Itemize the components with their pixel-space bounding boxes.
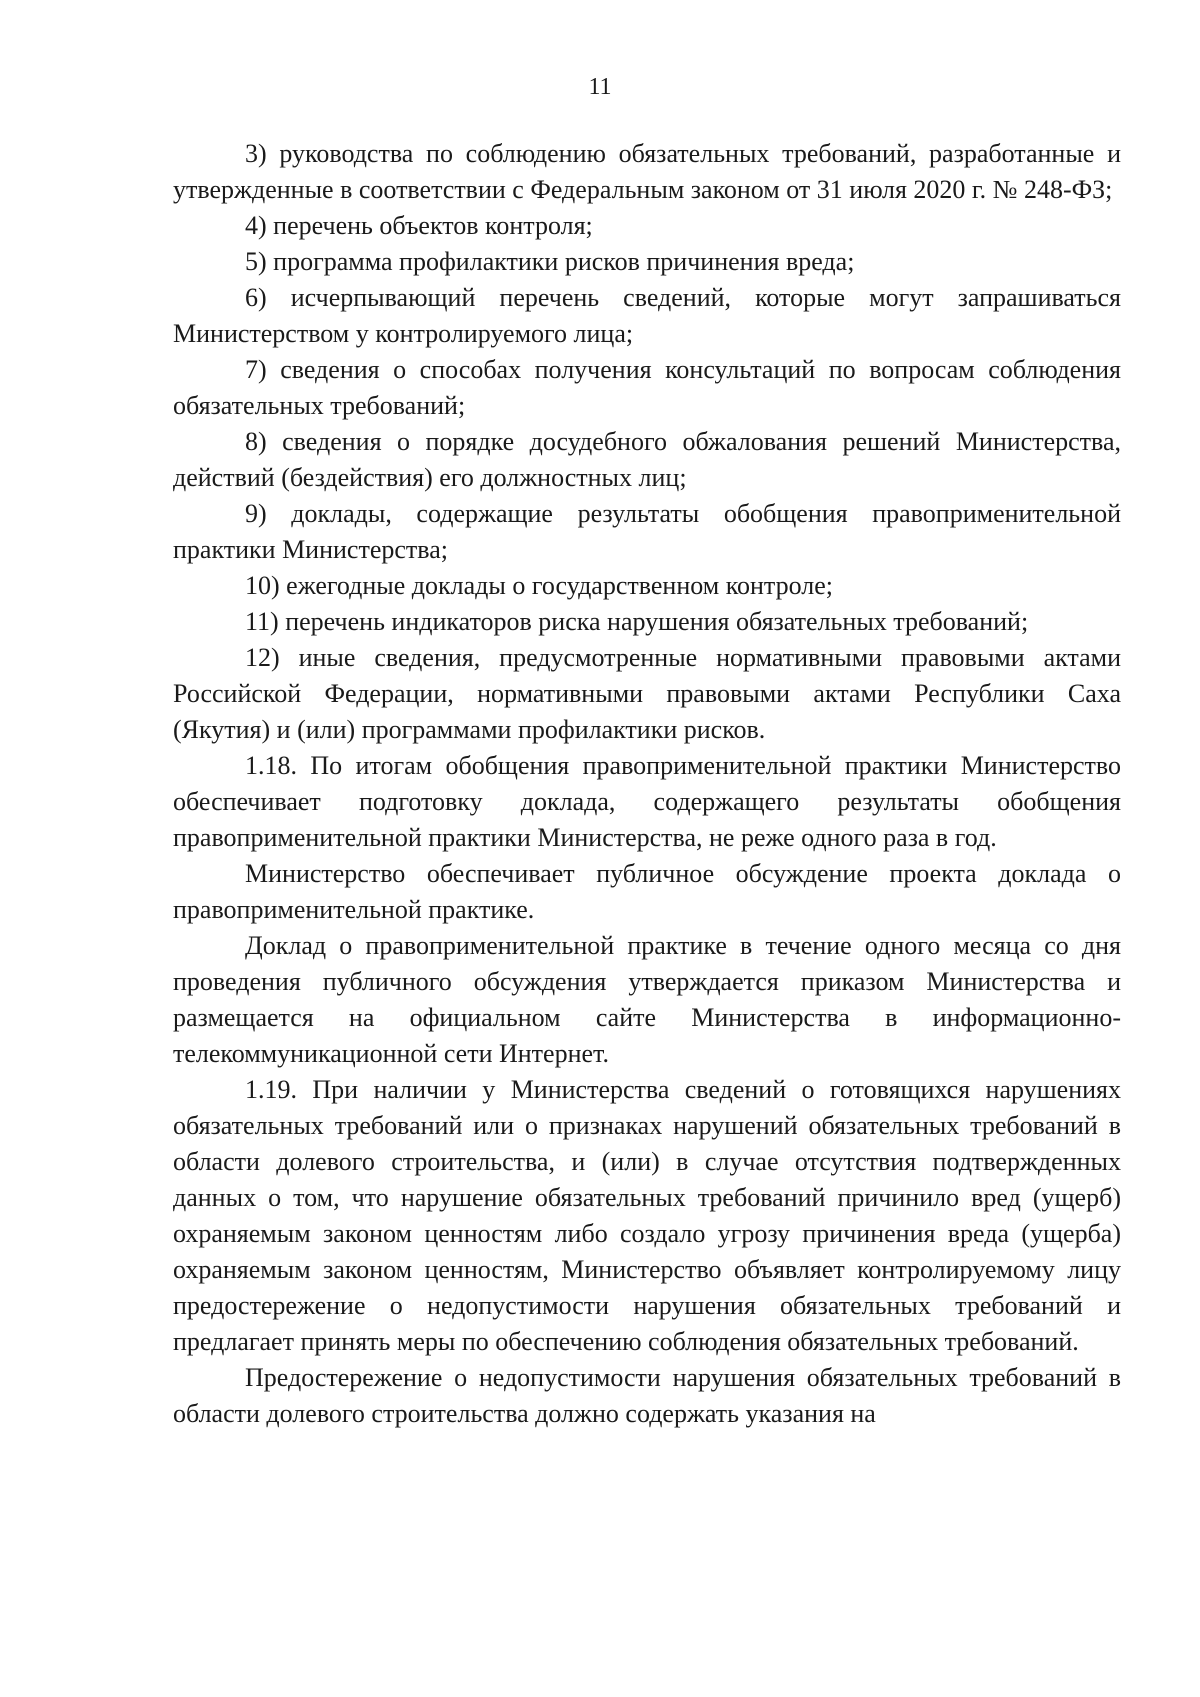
document-body [173,136,1121,1432]
paragraph-item-9-reports: 9) доклады, содержащие результаты обобщения правоприменительной практики Министерства; [173,499,1121,564]
paragraph-item-4-objects-list: 4) перечень объектов контроля; [245,211,593,240]
paragraph-public-discussion: Министерство обеспечивает публичное обсуждение проекта доклада о правоприменительной практике. [173,859,1121,924]
paragraph-item-6-information-list: 6) исчерпывающий перечень сведений, которые могут запрашиваться Министерством у контролируемого лица; [173,283,1121,348]
paragraph-item-10-annual-reports: 10) ежегодные доклады о государственном контроле; [245,571,833,600]
paragraph-report-approval: Доклад о правоприменительной практике в течение одного месяца со дня проведения публичного обсуждения утверждается приказом Министерства и размещается на официальном сайте Министерства в информационно-телекоммуникационной сети Интернет. [173,931,1121,1068]
paragraph-section-1-18: 1.18. По итогам обобщения правоприменительной практики Министерство обеспечивает подготовку доклада, содержащего результаты обобщения правоприменительной практики Министерства, не реже одного раза в год. [173,751,1121,852]
page-number: 11 [588,74,612,100]
paragraph-warning-content: Предостережение о недопустимости нарушения обязательных требований в области долевого строительства должно содержать указания на [173,1363,1121,1428]
paragraph-item-5-prevention-program: 5) программа профилактики рисков причинения вреда; [245,247,855,276]
paragraph-item-12-other-information: 12) иные сведения, предусмотренные нормативными правовыми актами Российской Федерации, нормативными правовыми актами Республики Саха (Якутия) и (или) программами профилактики рисков. [173,643,1121,744]
paragraph-item-11-risk-indicators: 11) перечень индикаторов риска нарушения обязательных требований; [245,607,1029,636]
paragraph-item-8-appeal-procedure: 8) сведения о порядке досудебного обжалования решений Министерства, действий (бездействия) его должностных лиц; [173,427,1121,492]
paragraph-section-1-19: 1.19. При наличии у Министерства сведений о готовящихся нарушениях обязательных требований или о признаках нарушений обязательных требований в области долевого строительства, и (или) в случае отсутствия подтвержденных данных о том, что нарушение обязательных требований причинило вред (ущерб) охраняемым законом ценностям либо создало угрозу причинения вреда (ущерба) охраняемым законом ценностям, Министерство объявляет контролируемому лицу предостережение о недопустимости нарушения обязательных требований и предлагает принять меры по обеспечению соблюдения обязательных требований. [173,1075,1121,1356]
paragraph-item-3-guidelines: 3) руководства по соблюдению обязательных требований, разработанные и утвержденные в соответствии с Федеральным законом от 31 июля 2020 г. № 248-ФЗ; [173,139,1121,204]
paragraph-item-7-consultations: 7) сведения о способах получения консультаций по вопросам соблюдения обязательных требований; [173,355,1121,420]
